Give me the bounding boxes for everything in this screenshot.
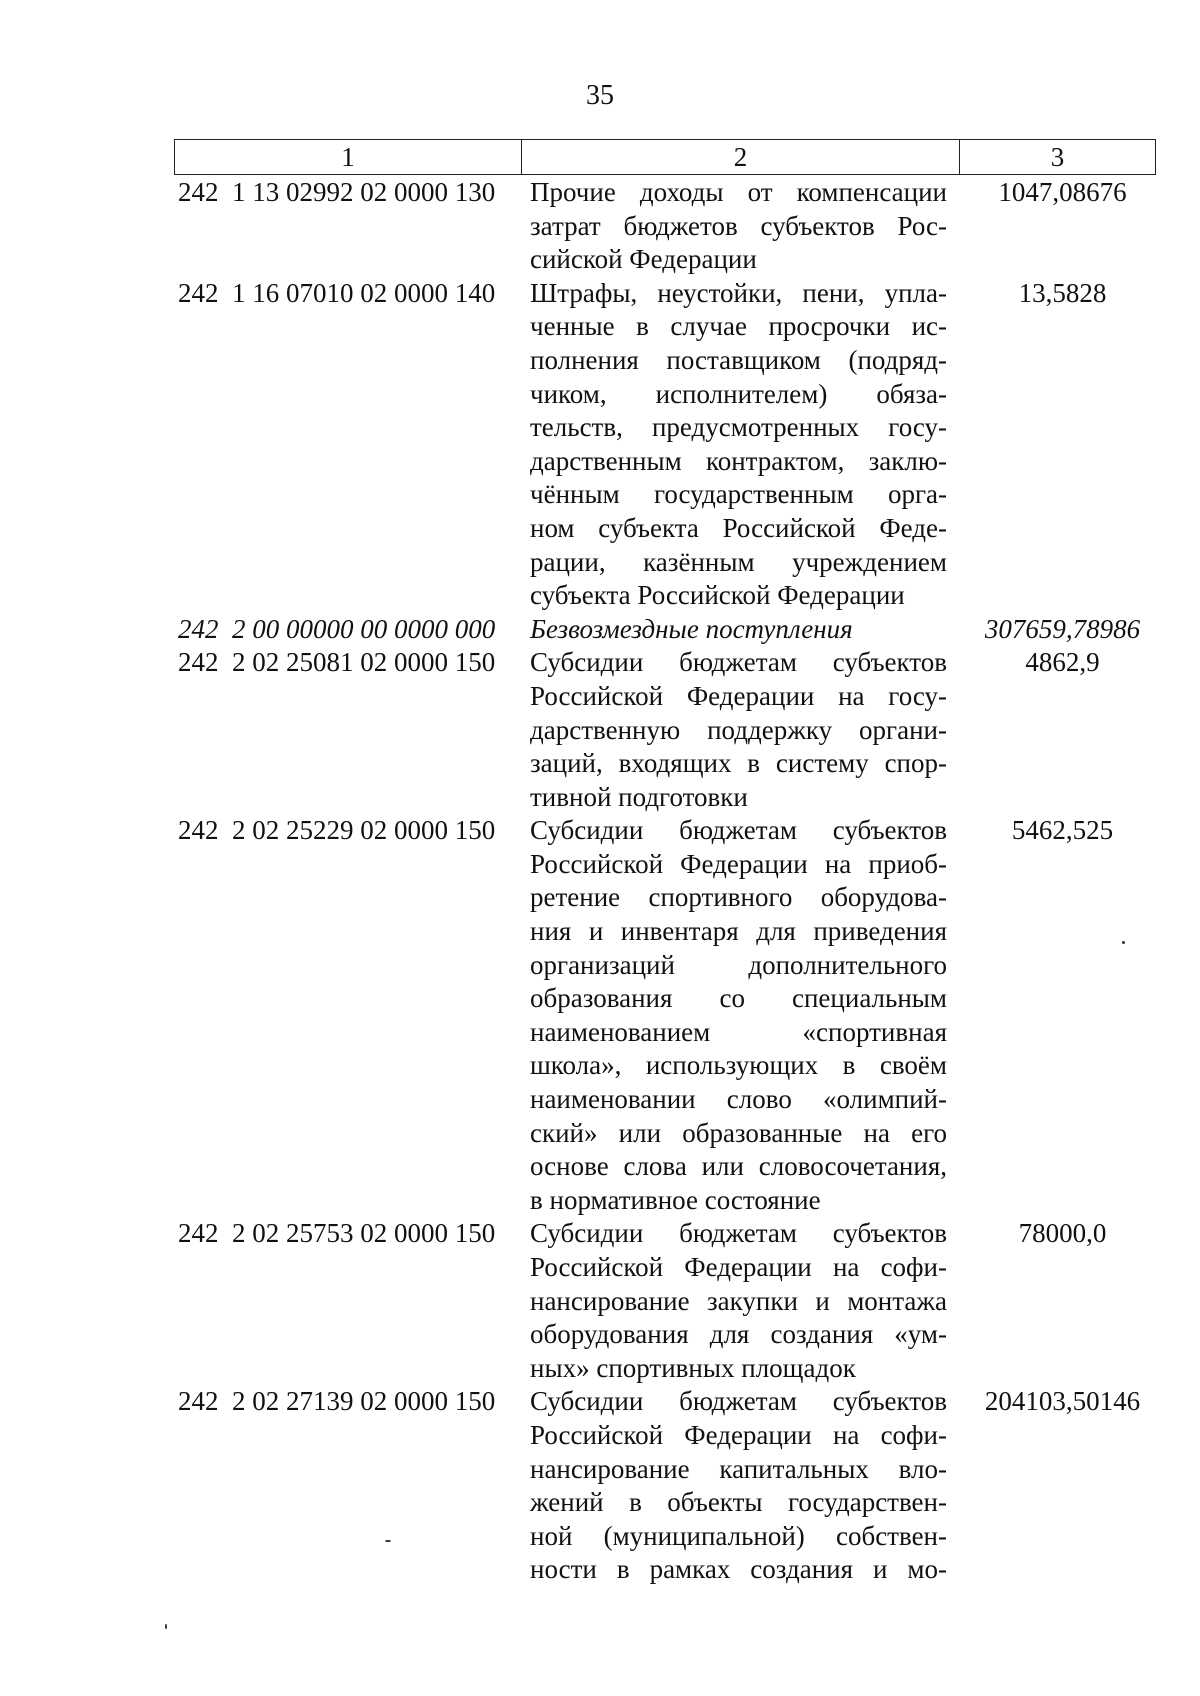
column-header-2: 2 <box>522 140 960 174</box>
description-line: Прочие доходы от компенсации <box>530 177 947 207</box>
description-line: полнения поставщиком (подряд- <box>530 344 947 375</box>
table-row <box>178 814 1158 1217</box>
description-line: чённым государственным орга- <box>530 479 947 510</box>
description-line: в нормативное состояние <box>530 1184 821 1215</box>
column-header-3: 3 <box>1050 142 1065 172</box>
description-line: затрат бюджетов субъектов Рос- <box>530 210 947 241</box>
income-description <box>530 1385 947 1587</box>
description-line: Российской Федерации на приоб- <box>530 848 947 879</box>
budget-code: 242 1 16 07010 02 0000 140 <box>178 277 496 308</box>
income-description <box>530 1217 947 1385</box>
scan-speck <box>1122 941 1125 944</box>
budget-code: 242 2 02 27139 02 0000 150 <box>178 1386 496 1417</box>
amount-value: 5462,525 <box>1011 815 1114 846</box>
description-line: Субсидии бюджетам субъектов <box>530 647 947 678</box>
description-line: основе слова или словосочетания, <box>530 1151 947 1182</box>
income-description <box>530 277 947 613</box>
amount-value: 204103,50146 <box>984 1386 1141 1417</box>
description-line: ных» спортивных площадок <box>530 1352 856 1383</box>
description-line: Российской Федерации на госу- <box>530 680 947 711</box>
description-line: нансирование капитальных вло- <box>530 1453 947 1484</box>
table-header <box>174 139 1156 175</box>
budget-code: 242 1 13 02992 02 0000 130 <box>178 177 496 207</box>
table-row <box>178 1385 1158 1587</box>
scan-speck <box>165 1624 167 1629</box>
description-line: ной (муниципальной) собствен- <box>530 1520 947 1551</box>
description-line: чиком, исполнителем) обяза- <box>530 378 947 409</box>
amount-value: 307659,78986 <box>984 613 1141 644</box>
table-row <box>178 277 1158 613</box>
table-row <box>178 1217 1158 1385</box>
column-header-1: 1 <box>175 140 522 174</box>
budget-code: 242 2 00 00000 00 0000 000 <box>178 613 496 644</box>
description-line: Субсидии бюджетам субъектов <box>530 815 947 846</box>
description-line: рации, казённым учреждением <box>530 546 947 577</box>
page-number: 35 <box>586 80 614 111</box>
description-line: ретение спортивного оборудова- <box>530 882 947 913</box>
amount-value: 1047,08676 <box>998 177 1127 207</box>
description-line: субъекта Российской Федерации <box>530 580 905 611</box>
description-line: наименовании слово «олимпий- <box>530 1084 947 1115</box>
description-line: дарственную поддержку органи- <box>530 714 947 745</box>
scan-speck <box>385 1540 391 1542</box>
income-description <box>530 814 947 1217</box>
description-line: Российской Федерации на софи- <box>530 1252 947 1282</box>
description-line: ский» или образованные на его <box>530 1117 947 1148</box>
description-line: ния и инвентаря для приведения <box>530 916 947 947</box>
description-line: заций, входящих в систему спор- <box>530 748 947 779</box>
description-line: сийской Федерации <box>530 244 757 275</box>
description-line: ности в рамках создания и мо- <box>530 1554 947 1585</box>
amount-value: 4862,9 <box>1025 647 1100 678</box>
description-line: оборудования для создания «ум- <box>530 1319 947 1350</box>
description-line: тивной подготовки <box>530 781 748 812</box>
description-line: наименованием «спортивная <box>530 1016 947 1047</box>
budget-code: 242 2 02 25753 02 0000 150 <box>178 1218 496 1249</box>
table-row <box>178 646 1158 814</box>
description-line: тельств, предусмотренных госу- <box>530 412 947 443</box>
table-body <box>178 176 1158 1587</box>
description-line: школа», использующих в своём <box>530 1050 947 1081</box>
description-line: ном субъекта Российской Феде- <box>530 512 947 543</box>
description-line: жений в объекты государствен- <box>530 1487 947 1518</box>
amount-value: 13,5828 <box>1018 277 1107 308</box>
description-line: образования со специальным <box>530 983 947 1014</box>
income-description <box>530 613 947 647</box>
income-description <box>530 176 947 277</box>
description-line: ченные в случае просрочки ис- <box>530 311 947 342</box>
amount-value: 78000,0 <box>1018 1218 1107 1249</box>
description-line: организаций дополнительного <box>530 949 947 980</box>
budget-code: 242 2 02 25229 02 0000 150 <box>178 815 496 846</box>
description-line: дарственным контрактом, заклю- <box>530 445 947 476</box>
budget-code: 242 2 02 25081 02 0000 150 <box>178 647 496 678</box>
table-row <box>178 176 1158 277</box>
description-line: нансирование закупки и монтажа <box>530 1285 947 1316</box>
description-line: Субсидии бюджетам субъектов <box>530 1386 947 1417</box>
table-row <box>178 613 1158 647</box>
description-line: Субсидии бюджетам субъектов <box>530 1218 947 1249</box>
income-description <box>530 646 947 814</box>
description-line: Штрафы, неустойки, пени, упла- <box>530 277 947 308</box>
description-line: Безвозмездные поступления <box>530 613 853 644</box>
description-line: Российской Федерации на софи- <box>530 1419 947 1450</box>
